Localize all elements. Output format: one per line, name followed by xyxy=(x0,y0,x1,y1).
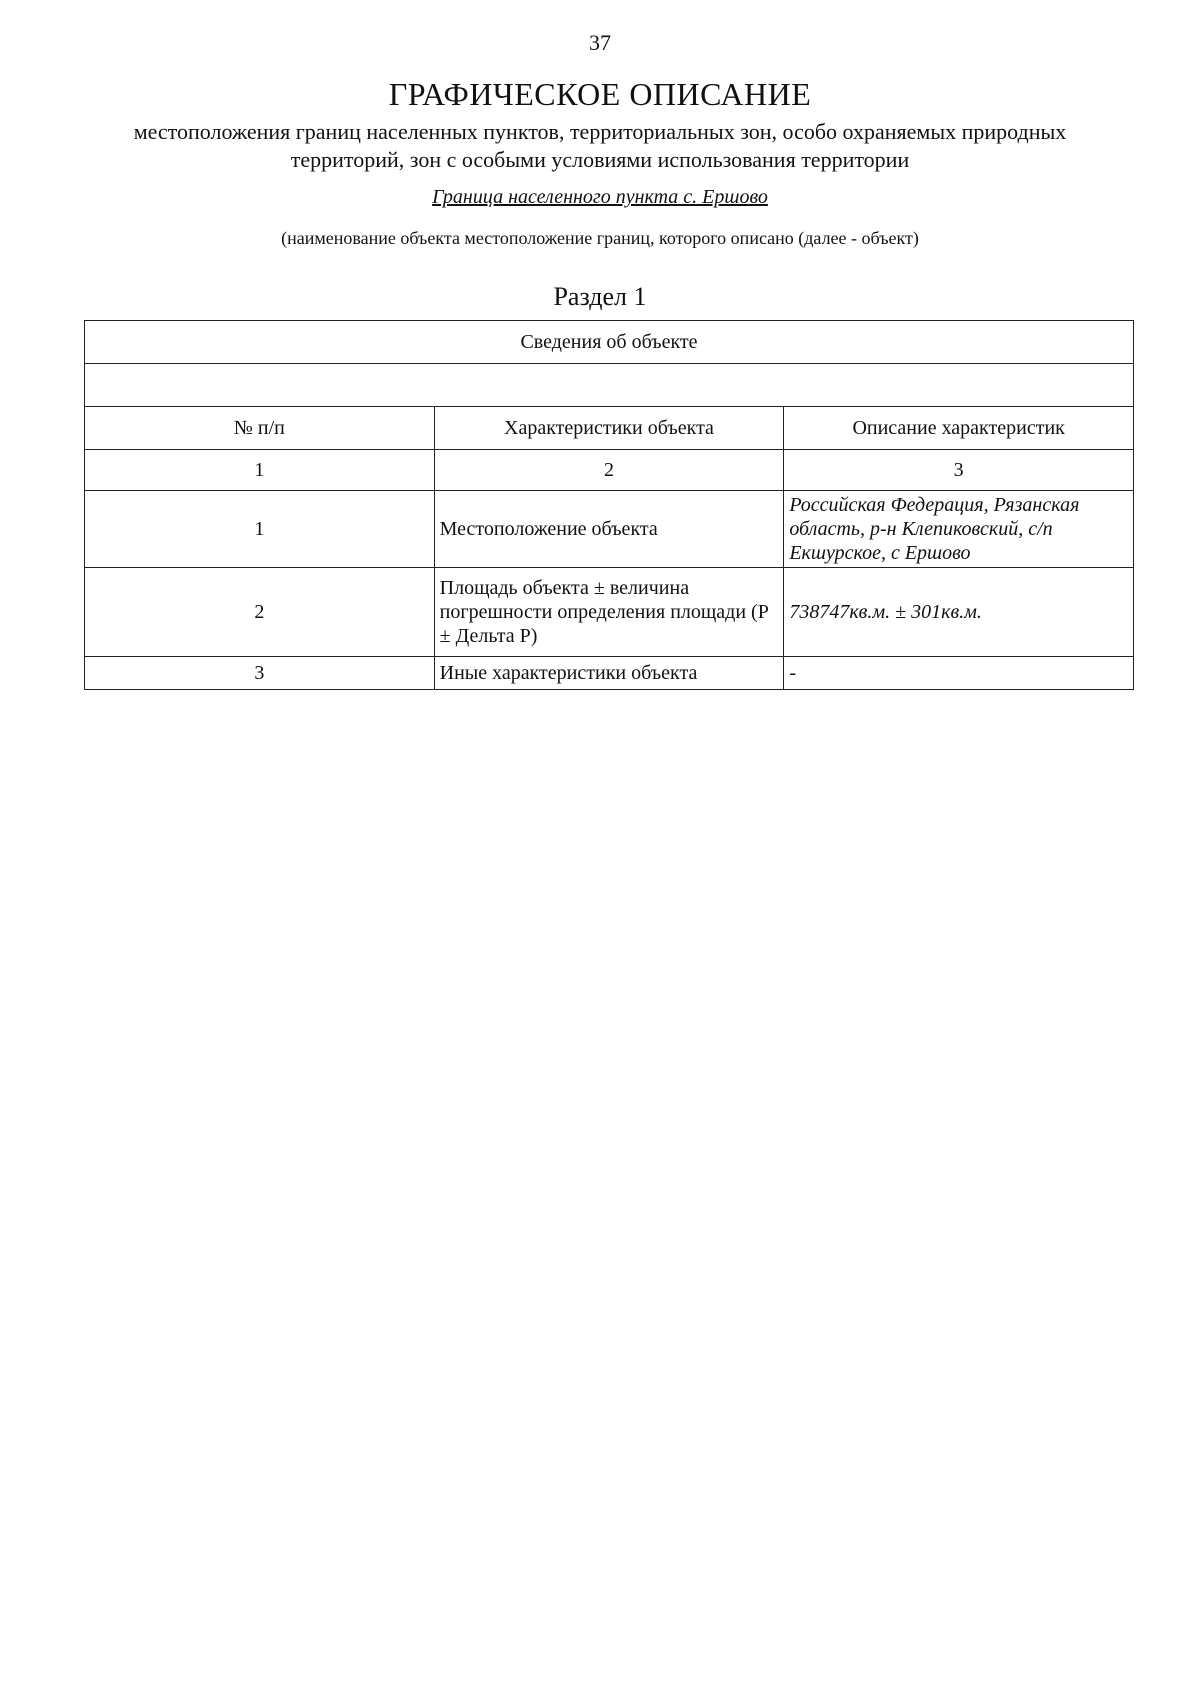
row-description: Российская Федерация, Рязанская область, р-н Клепиковский, с/п Екшурское, с Ершово xyxy=(784,491,1134,568)
row-characteristic: Местоположение объекта xyxy=(434,491,784,568)
table-row xyxy=(85,568,1134,657)
table-row xyxy=(85,657,1134,690)
table-header: Сведения об объекте xyxy=(85,321,1134,364)
table-column-headers xyxy=(85,407,1134,450)
table-column-numbers xyxy=(85,450,1134,491)
column-number-2: 2 xyxy=(434,450,784,491)
column-header-description: Описание характеристик xyxy=(784,407,1134,450)
page-number: 37 xyxy=(589,30,611,55)
row-number: 3 xyxy=(85,657,435,690)
object-info-table xyxy=(84,320,1134,690)
table-row xyxy=(85,491,1134,568)
object-name-caption: (наименование объекта местоположение границ, которого описано (далее - объект) xyxy=(281,228,919,248)
column-header-number: № п/п xyxy=(85,407,435,450)
object-name: Граница населенного пункта с. Ершово xyxy=(432,186,768,208)
row-number: 2 xyxy=(85,568,435,657)
document-subtitle: местоположения границ населенных пунктов, территориальных зон, особо охраняемых природных территорий, зон с особыми условиями использования территории xyxy=(133,119,1067,172)
table-blank-cell xyxy=(85,364,1134,407)
table-header-row xyxy=(85,321,1134,364)
row-description: 738747кв.м. ± 301кв.м. xyxy=(784,568,1134,657)
table-blank-row xyxy=(85,364,1134,407)
row-characteristic: Иные характеристики объекта xyxy=(434,657,784,690)
column-header-characteristic: Характеристики объекта xyxy=(434,407,784,450)
section-title: Раздел 1 xyxy=(553,282,647,311)
row-description: - xyxy=(784,657,1134,690)
column-number-3: 3 xyxy=(784,450,1134,491)
row-characteristic: Площадь объекта ± величина погрешности определения площади (P ± Дельта P) xyxy=(434,568,784,657)
column-number-1: 1 xyxy=(85,450,435,491)
row-number: 1 xyxy=(85,491,435,568)
document-title: ГРАФИЧЕСКОЕ ОПИСАНИЕ xyxy=(388,76,812,112)
